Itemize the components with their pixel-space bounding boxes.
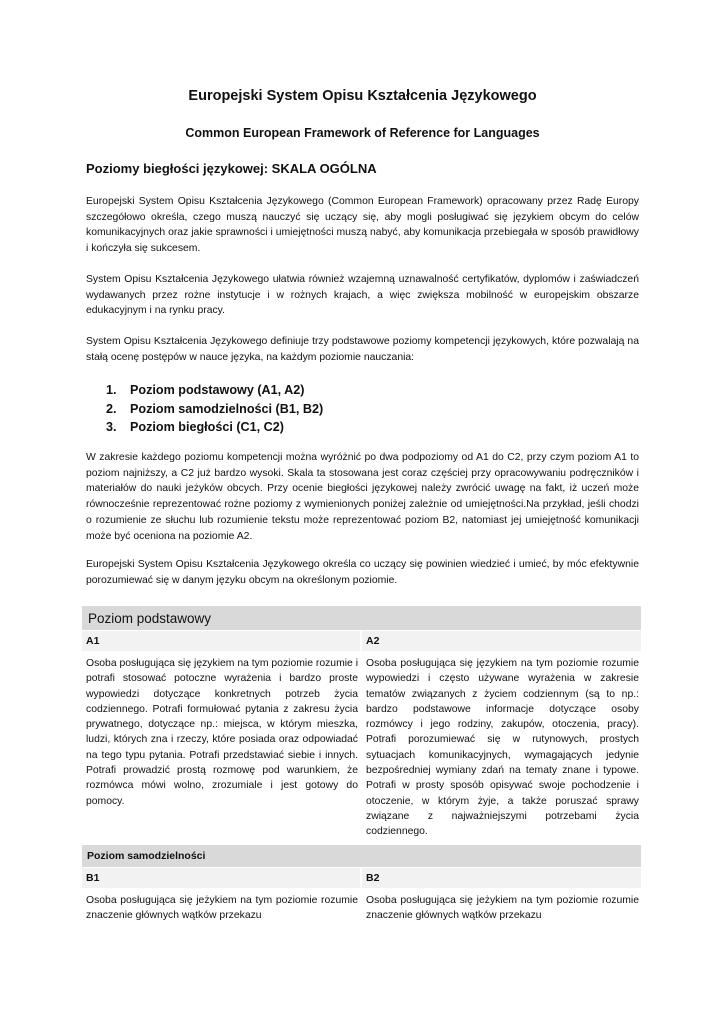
list-number: 2. xyxy=(106,401,117,416)
paragraph-summary: Europejski System Opisu Kształcenia Językowego określa co uczący się powinien wiedzieć i umieć, by móc efektywnie porozumiewać się w danym języku obcym na określonym poziomie. xyxy=(86,559,639,586)
list-item-label: Poziom podstawowy (A1, A2) xyxy=(130,383,305,397)
levels-list xyxy=(106,381,323,437)
table-cell-b1: Osoba posługująca się jeżykiem na tym poziomie rozumie znaczenie głównych wątków przekazu xyxy=(86,895,358,922)
list-item-label: Poziom samodzielności (B1, B2) xyxy=(130,401,324,416)
document-subtitle: Common European Framework of Reference for Languages xyxy=(185,126,540,140)
column-header-b1: B1 xyxy=(82,868,360,888)
list-item xyxy=(106,381,323,400)
column-header-a2: A2 xyxy=(362,631,641,651)
table-section-independent: Poziom samodzielności xyxy=(82,845,641,867)
paragraph-levels-intro: System Opisu Kształcenia Językowego definiuje trzy podstawowe poziomy kompetencji językowych, które pozwalają na stałą ocenę postępów w nauce języka, na każdym poziomie nauczania: xyxy=(86,336,639,363)
table-cell-a1: Osoba posługująca się językiem na tym poziomie rozumie i potrafi stosować potoczne wyrażenia i bardzo proste wypowiedzi dotyczące konkretnych potrzeb życia codziennego. Potrafi formułować pytania z zakresu życia prywatnego, dotyczące np.: miejsca, w którym mieszka, ludzi, których zna i rzeczy, które posiada oraz odpowiadać na tego typu pytania. Potrafi przedstawiać siebie i innych. Potrafi prowadzić prostą rozmowę pod warunkiem, że rozmówca mówi wolno, zrozumiale i jest gotowy do pomocy. xyxy=(86,658,359,807)
list-item xyxy=(106,400,323,419)
paragraph-intro: Europejski System Opisu Kształcenia Językowego (Common European Framework) opracowany przez Radę Europy szczegółowo określa, czego muszą nauczyć się uczący się, aby mogli posługiwać się językiem obcym do celów komunikacyjnych oraz jakie sprawności i umiejętności muszą nabyć, aby komunikacja przebiegała w sposób prawidłowy i kończyła się sukcesem. xyxy=(86,196,639,255)
column-header-a1: A1 xyxy=(82,631,360,651)
list-number: 1. xyxy=(106,383,117,397)
table-cell-b2: Osoba posługująca się jeżykiem na tym poziomie rozumie znaczenie głównych wątków przekazu xyxy=(366,895,639,922)
table-cell-a2: Osoba posługująca się językiem na tym poziomie rozumie wypowiedzi i często używane wyrażenia w zakresie tematów związanych z życiem codziennym (są to np.: bardzo podstawowe informacje dotyczące osoby rozmówcy i jego rodziny, zakupów, otoczenia, pracy). Potrafi porozumiewać się w rutynowych, prostych sytuacjach komunikacyjnych, wymagających jedynie bezpośredniej wymiany zdań na tematy znane i typowe. Potrafi w prosty sposób opisywać swoje pochodzenie i otoczenie, w którym żyje, a także poruszać sprawy związane z najważniejszymi potrzebami życia codziennego. xyxy=(366,658,639,838)
table-section-basic: Poziom podstawowy xyxy=(82,606,641,630)
section-heading: Poziomy biegłości językowej: SKALA OGÓLNA xyxy=(86,161,377,176)
list-item xyxy=(106,418,323,437)
document-title: Europejski System Opisu Kształcenia Językowego xyxy=(188,88,537,104)
paragraph-recognition: System Opisu Kształcenia Językowego ułatwia również wzajemną uznawalność certyfikatów, dyplomów i zaświadczeń wydawanych przez rożne instytucje i w rożnych krajach, a więc zwiększa mobilność w europejskim obszarze edukacyjnym i na rynku pracy. xyxy=(86,274,639,317)
column-header-b2: B2 xyxy=(362,868,641,888)
paragraph-sublevels: W zakresie każdego poziomu kompetencji można wyróżnić po dwa podpoziomy od A1 do C2, przy czym poziom A1 to poziom najniższy, a C2 już bardzo wysoki. Skala ta stosowana jest coraz częściej przy opracowywaniu podręczników i materiałów do nauki jeżyków obcych. Przy ocenie biegłości językowej należy zwrócić uwagę na fakt, iż uczeń może równocześnie reprezentować rożne poziomy z wymienionych poniżej zależnie od umiejętności.Na przykład, jeśli chodzi o rozumienie ze słuchu lub rozumienie tekstu może reprezentować poziom B2, natomiast jej umiejętność komunikacji może być oceniona na poziomie A2. xyxy=(86,452,639,542)
list-number: 3. xyxy=(106,420,117,434)
list-item-label: Poziom biegłości (C1, C2) xyxy=(130,420,284,434)
